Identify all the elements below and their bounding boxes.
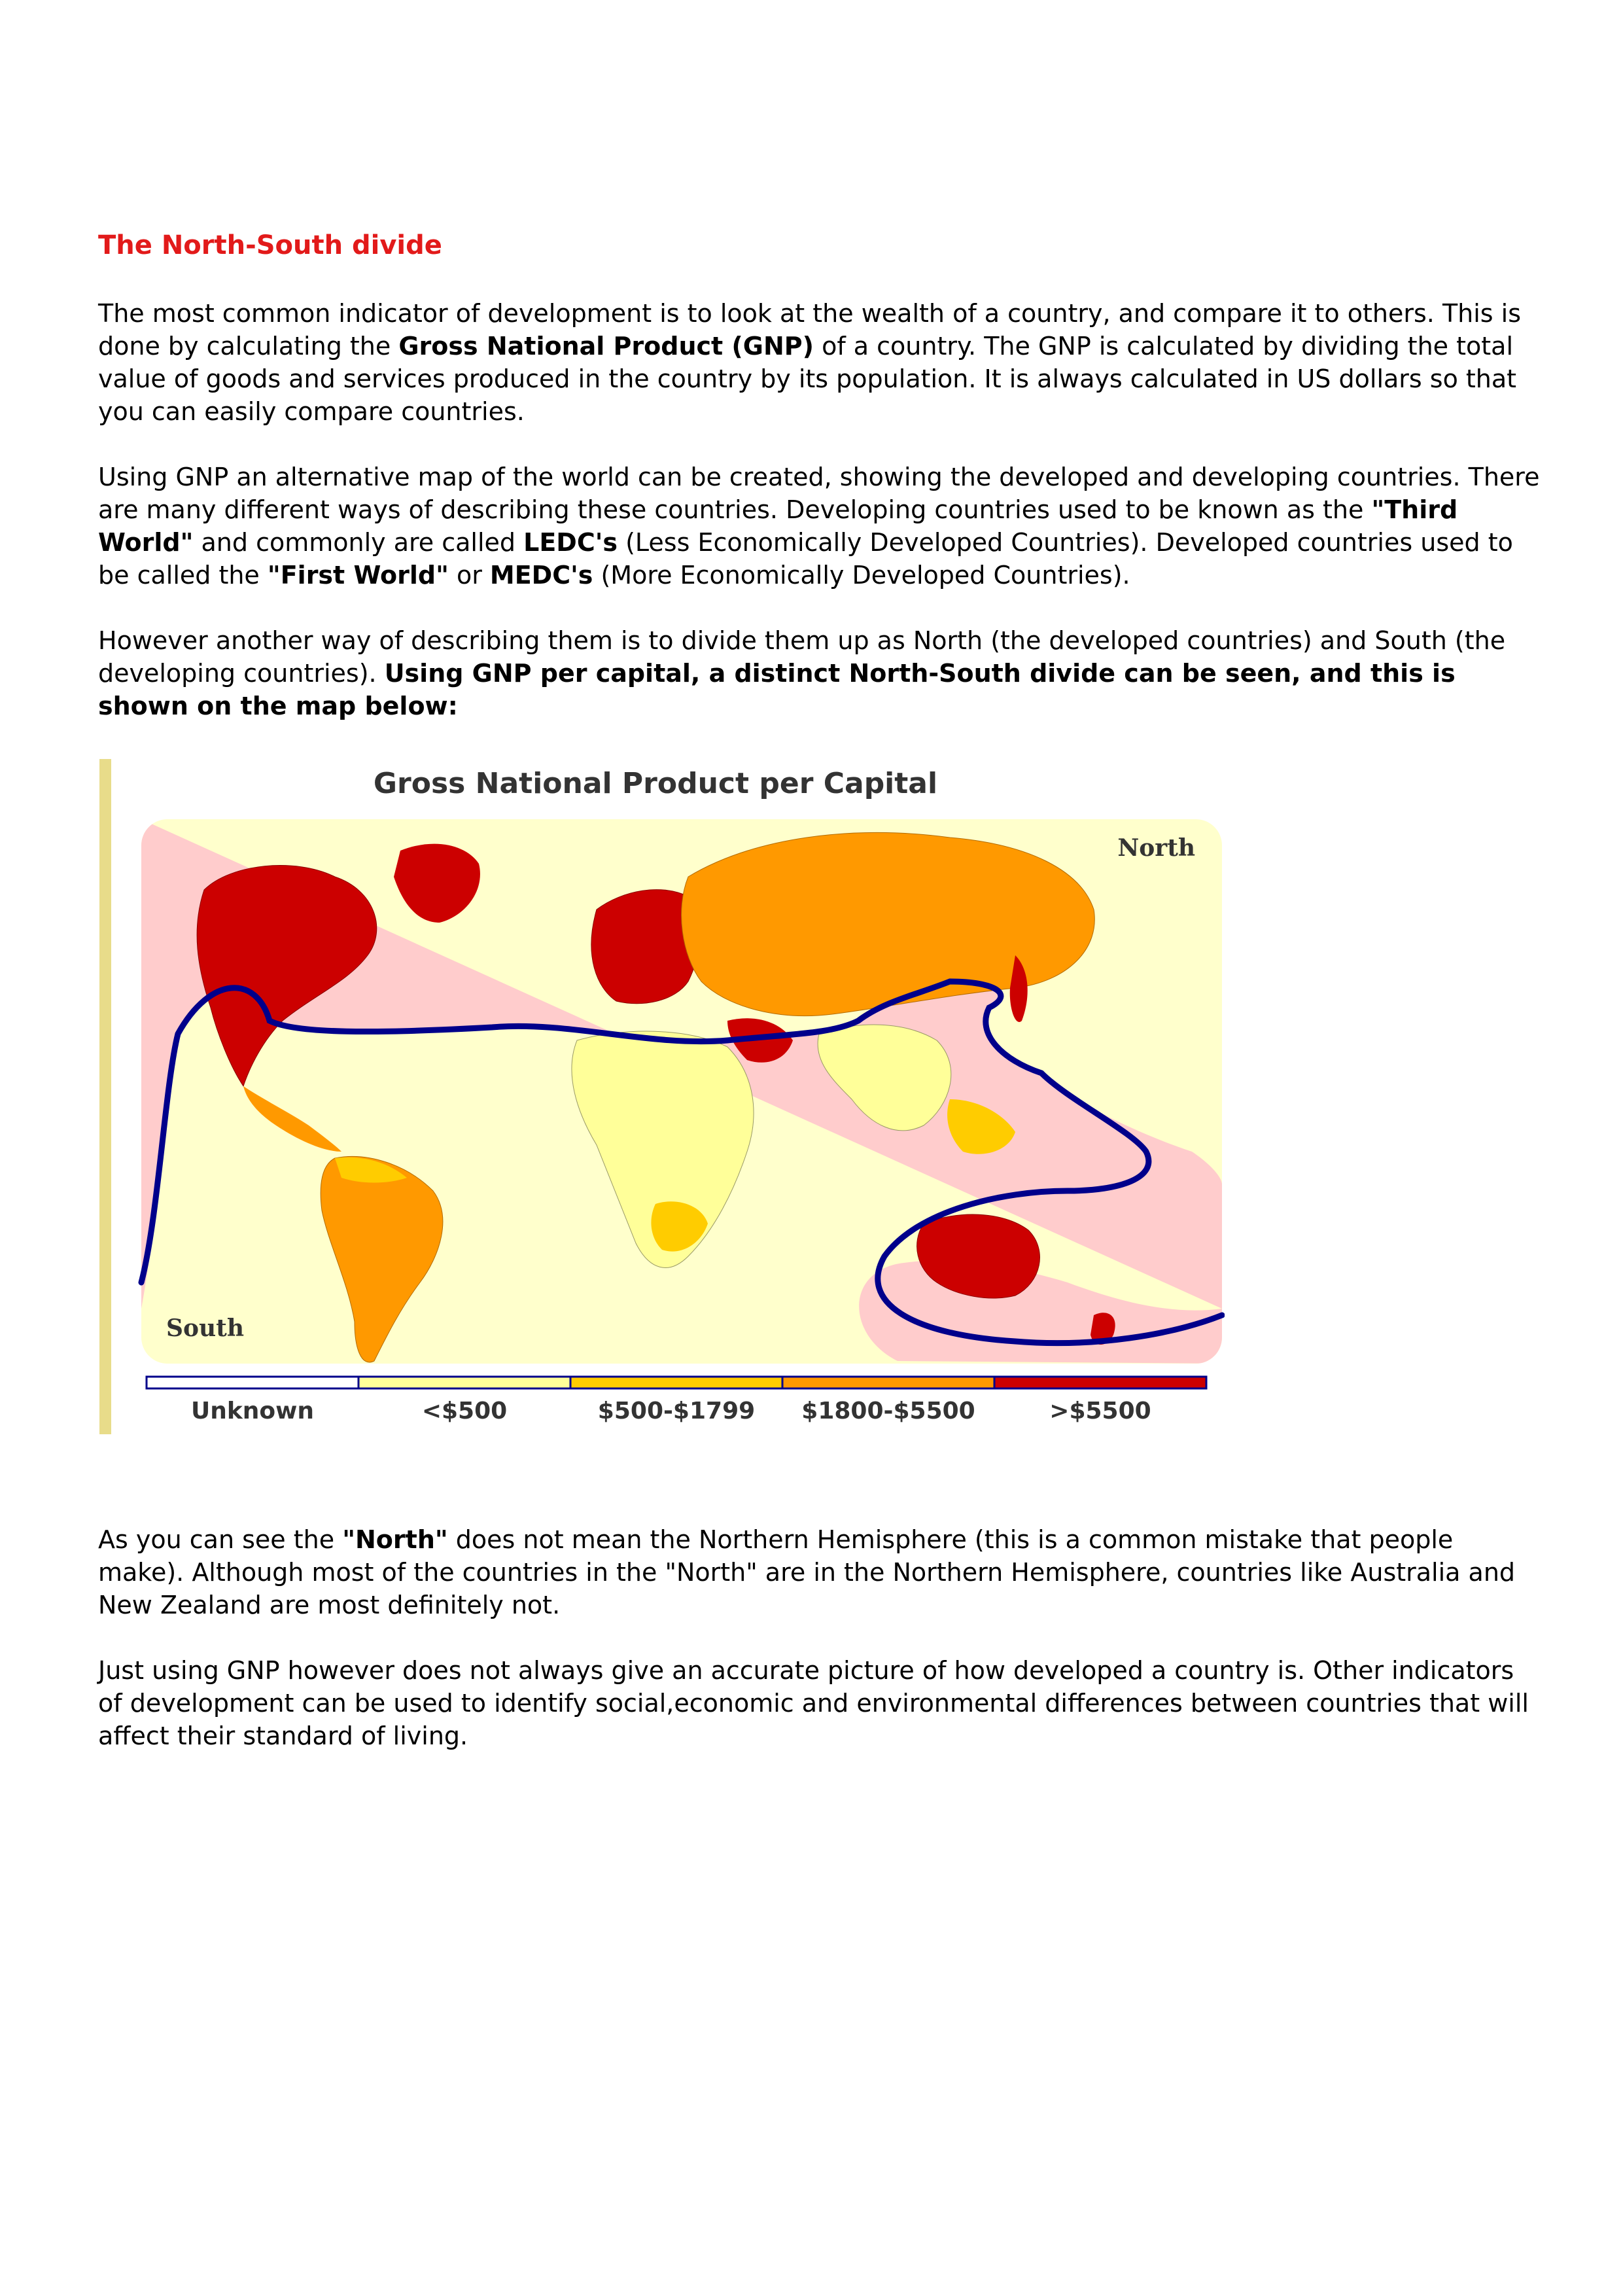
legend-label: $500-$1799 — [597, 1398, 756, 1424]
gnp-world-map — [99, 759, 1225, 1434]
text: The most common indicator of development is to look at the wealth of a country, and compare it to others. This is done by calculating the — [98, 299, 1522, 361]
paragraph-developed-developing — [98, 461, 1544, 592]
legend-label: <$500 — [421, 1398, 508, 1424]
text: does not mean the Northern Hemisphere (this is a common mistake that people make). Although most of the countries in the "North" are in the Northern Hemisphere, countries like Australia and New Zealand are most definitely not. — [98, 1525, 1516, 1619]
paragraph-north-meaning — [98, 1523, 1544, 1621]
legend-swatch — [570, 1377, 782, 1388]
paragraph-other-indicators — [98, 1654, 1544, 1752]
south-label: South — [166, 1315, 244, 1342]
bold-term-first-world: "First World" — [267, 561, 449, 590]
text: and commonly are called — [193, 528, 524, 557]
legend-label: >$5500 — [1049, 1398, 1151, 1424]
legend-swatch — [147, 1377, 358, 1388]
bold-term-gnp: Gross National Product (GNP) — [398, 332, 814, 361]
bold-term-north: "North" — [342, 1525, 448, 1554]
legend-swatch — [782, 1377, 994, 1388]
legend — [147, 1377, 1206, 1424]
legend-label: Unknown — [190, 1398, 315, 1424]
bold-term-third-world: "Third World" — [98, 495, 1458, 557]
text: or — [448, 561, 490, 590]
legend-label: $1800-$5500 — [801, 1398, 975, 1424]
text: Just using GNP however does not always give an accurate picture of how developed a country is. Other indicators of development can be used to identify social,economic and environmental differences between countries that will affect their standard of living. — [98, 1656, 1529, 1750]
map-panel — [141, 819, 1222, 1364]
north-label: North — [1117, 834, 1195, 862]
text: (More Economically Developed Countries). — [593, 561, 1130, 590]
paragraph-gnp-definition — [98, 297, 1544, 428]
text: As you can see the — [98, 1525, 343, 1554]
text: However another way of describing them is to divide them up as North (the developed countries) and South (the developing countries). — [98, 626, 1506, 688]
legend-swatch — [358, 1377, 570, 1388]
text: (Less Economically Developed Countries). Developed countries used to be called the — [98, 528, 1513, 590]
bold-statement-map: Using GNP per capital, a distinct North-South divide can be seen, and this is shown on the map below: — [98, 659, 1456, 720]
gnp-map-figure — [99, 759, 1225, 1434]
side-bar — [99, 759, 111, 1434]
paragraph-north-south — [98, 624, 1544, 722]
text: Using GNP an alternative map of the world can be created, showing the developed and developing countries. There are many different ways of describing these countries. Developing countries used to be known as the — [98, 463, 1540, 524]
text: of a country. The GNP is calculated by dividing the total value of goods and services produced in the country by its population. It is always calculated in US dollars so that you can easily compare countries. — [98, 332, 1517, 426]
legend-swatch — [994, 1377, 1206, 1388]
bold-term-ledc: LEDC's — [523, 528, 618, 557]
map-title: Gross National Product per Capital — [373, 767, 938, 800]
bold-term-medc: MEDC's — [489, 561, 593, 590]
page-title: The North-South divide — [98, 230, 442, 260]
